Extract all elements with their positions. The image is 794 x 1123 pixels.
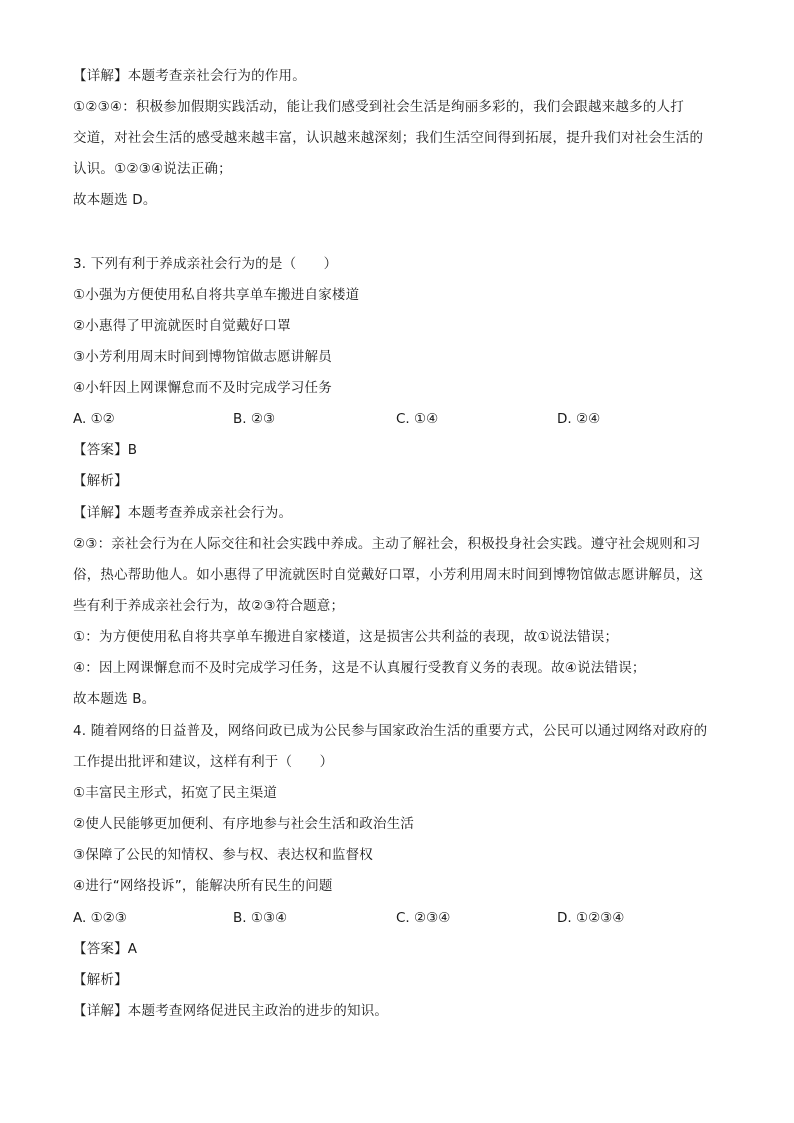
q4-item-3: ③保障了公民的知情权、参与权、表达权和监督权 [73, 847, 374, 863]
q4-item-4: ④进行“网络投诉”，能解决所有民生的问题 [73, 878, 333, 894]
q4-option-a: A. ①②③ [73, 910, 127, 926]
q4-detail: 【详解】本题考查网络促进民主政治的进步的知识。 [73, 1003, 389, 1019]
q3-analysis-line-4: ①：为方便使用私自将共享单车搬进自家楼道，这是损害公共利益的表现，故①说法错误； [73, 629, 619, 645]
q3-detail: 【详解】本题考查养成亲社会行为。 [73, 505, 293, 521]
q3-option-c: C. ①④ [396, 411, 439, 427]
q3-analysis-line-1: ②③：亲社会行为在人际交往和社会实践中养成。主动了解社会，积极投身社会实践。遵守社会规则和习 [73, 536, 701, 552]
q2-conclusion: 故本题选 D。 [73, 192, 157, 208]
q4-option-b: B. ①③④ [233, 910, 288, 926]
q2-analysis-line-3: 认识。①②③④说法正确； [73, 161, 232, 177]
q4-item-2: ②使人民能够更加便利、有序地参与社会生活和政治生活 [73, 816, 415, 832]
q3-stem: 3. 下列有利于养成亲社会行为的是（ ） [73, 256, 338, 272]
q3-answer: 【答案】B [73, 442, 138, 458]
q3-option-b: B. ②③ [233, 411, 276, 427]
q4-option-c: C. ②③④ [396, 910, 451, 926]
q3-analysis-label: 【解析】 [73, 473, 128, 489]
q4-analysis-label: 【解析】 [73, 972, 128, 988]
q2-detail: 【详解】本题考查亲社会行为的作用。 [73, 68, 306, 84]
q2-analysis-line-2: 交道，对社会生活的感受越来越丰富，认识越来越深刻；我们生活空间得到拓展，提升我们对社会生活的 [73, 130, 704, 146]
q3-conclusion: 故本题选 B。 [73, 691, 156, 707]
q3-item-4: ④小轩因上网课懈怠而不及时完成学习任务 [73, 380, 332, 396]
q3-option-d: D. ②④ [557, 411, 601, 427]
q4-stem-line-1: 4. 随着网络的日益普及，网络问政已成为公民参与国家政治生活的重要方式，公民可以通过网络对政府的 [73, 723, 708, 739]
q3-analysis-line-5: ④：因上网课懈怠而不及时完成学习任务，这是不认真履行受教育义务的表现。故④说法错误； [73, 660, 646, 676]
q4-item-1: ①丰富民主形式，拓宽了民主渠道 [73, 785, 278, 801]
q3-analysis-line-2: 俗，热心帮助他人。如小惠得了甲流就医时自觉戴好口罩，小芳利用周末时间到博物馆做志愿讲解员，这 [73, 567, 704, 583]
q2-analysis-line-1: ①②③④：积极参加假期实践活动，能让我们感受到社会生活是绚丽多彩的，我们会跟越来越多的人打 [73, 99, 684, 115]
q3-item-1: ①小强为方便使用私自将共享单车搬进自家楼道 [73, 287, 360, 303]
q3-option-a: A. ①② [73, 411, 115, 427]
q3-analysis-line-3: 些有利于养成亲社会行为，故②③符合题意； [73, 598, 345, 614]
q4-option-d: D. ①②③④ [557, 910, 625, 926]
q4-answer: 【答案】A [73, 941, 138, 957]
q3-item-3: ③小芳利用周末时间到博物馆做志愿讲解员 [73, 349, 332, 365]
q3-item-2: ②小惠得了甲流就医时自觉戴好口罩 [73, 318, 291, 334]
q4-stem-line-2: 工作提出批评和建议，这样有利于（ ） [73, 754, 334, 770]
